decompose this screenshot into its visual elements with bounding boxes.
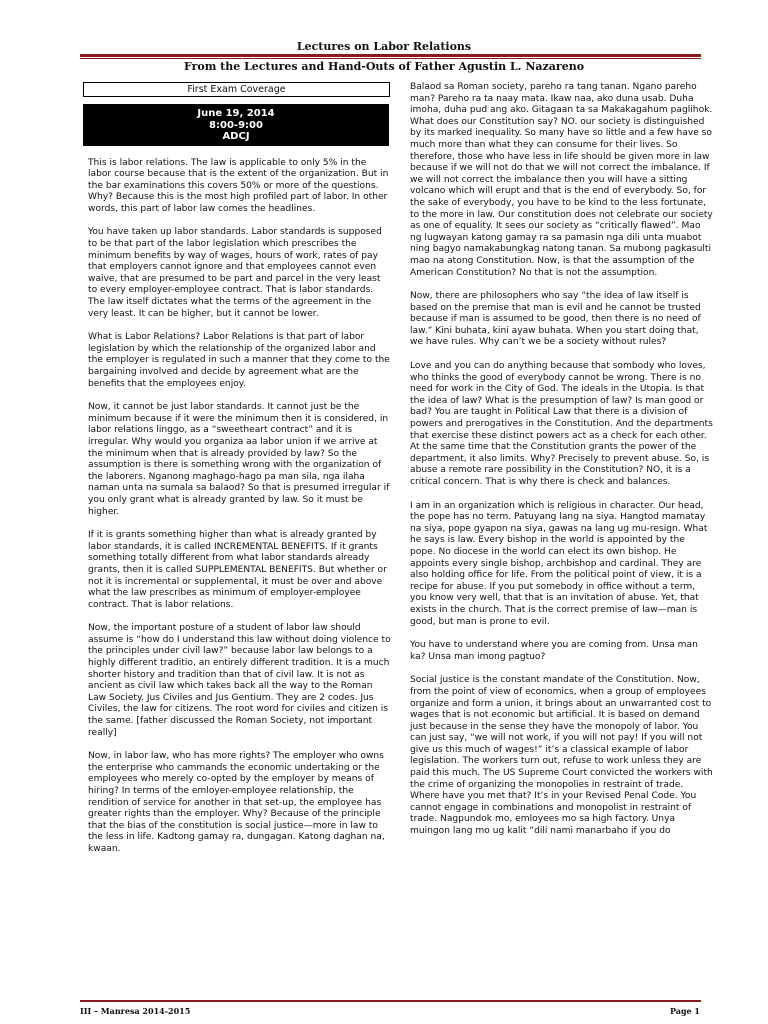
lecture-time: 8:00-9:00 xyxy=(209,119,263,131)
document-title: Lectures on Labor Relations xyxy=(296,40,472,53)
paragraph: Balaod sa Roman society, pareho ra tang tanan. Ngano pareho man? Pareho ra ta naay mata. Ikaw naa, ako duna usab. Duha imoha, duha pud ang ako. Gitagaan ta sa Makakagahum paglihok. What does our Constitution say? NO. our society is distinguished by its marked inequality. So many have so little and a few have so much more than what they can consume for their lives. So therefore, those who have less in life should be given more in law because if we will not do that we will not correct the imbalance. If we will not correct the imbalance then you will have a sitting volcano which will erupt and that is the end of everybody. So, for the sake of everybody, you have to be kind to the less fortunate, to the more in law. Our constitution does not celebrate our society as one of equality. It sees our society as “critically flawed”. Mao ng lugwayan katong gamay ra sa pamasin nga dili unta muabot ning bagyo namakabungkag natong tanan. Sa mubong pagkasulti mao na atong Constitution. Now, is that the assumption of the American Constitution? No that is not the assumption. xyxy=(410,82,713,278)
paragraph: If it is grants something higher than what is already granted by labor standards, it is called INCREMENTAL BENEFITS. If it grants something totally different from what labor standards already grants, then it is called SUPPLEMENTAL BENEFITS. But whether or not it is incremental or supplemental, it must be over and above what the law prescribes as minimum of employer-employee contract. That is labor relations. xyxy=(88,530,387,610)
paragraph: Now, the important posture of a student of labor law should assume is “how do I understand this law without doing violence to the principles under civil law?” because labor law belongs to a highly different traditio, an entirely different tradition. It is a much shorter history and tradition than that of civil law. It is not as ancient as civil law which takes back all the way to the Roman Law Society. Jus Civiles and Jus Gentium. They are 2 codes. Jus Civiles, the law for citizens. The root word for civiles and citizen is the same. [father discussed the Roman Society, not important really] xyxy=(88,623,391,738)
header-rule-thin xyxy=(80,58,701,59)
paragraph: Love and you can do anything because that sombody who loves, who thinks the good of everybody cannot be wrong. There is no need for work in the City of God. The ideals in the Utopia. Is that the idea of law? What is the presumption of law? Is man good or bad? You are taught in Political Law that there is a division of powers and prerogatives in the Constitution. And the departments that exercise these distinct powers act as a check for each other. At the same time that the Constitution grants the power of the department, it also limits. Why? Precisely to prevent abuse. So, is abuse a remote rare possibility in the Constitution? NO, it is a critical concern. That is why there is check and balances. xyxy=(410,361,713,487)
document-subtitle: From the Lectures and Hand-Outs of Father Agustin L. Nazareno xyxy=(183,60,585,73)
page-number: Page 1 xyxy=(669,1006,700,1016)
coverage-label: First Exam Coverage xyxy=(83,82,390,97)
paragraph: I am in an organization which is religious in character. Our head, the pope has no term. Patuyang lang na siya. Hangtod mamatay na siya, pope gyapon na siya, gawas na lang ug mu-resign. What he says is law. Every bishop in the world is appointed by the pope. No diocese in the world can elect its own bishop. He appoints every single bishop, archbishop and cardinal. They are also holding office for life. From the political point of view, it is a recipe for abuse. If you put somebody in office without a term, you know very well, that that is an invitation of abuse. Yet, that exists in the church. That is the correct premise of law—man is good, but man is prone to evil. xyxy=(410,500,708,627)
paragraph: You have to understand where you are coming from. Unsa man ka? Unsa man imong pagtuo? xyxy=(410,640,698,662)
right-column xyxy=(410,82,713,850)
footer-course-label: III – Manresa 2014-2015 xyxy=(80,1006,191,1016)
paragraph: Now, it cannot be just labor standards. It cannot just be the minimum because if it were the minimum then it is considered, in labor relations linggo, as a “sweetheart contract” and it is irregular. Why would you organiza aa labor union if we arrive at the minimum when that is already provided by law? So the assumption is there is something wrong with the organization of the laborers. Nganong maghago-hago pa man sila, nga ilaha naman unta na sumala sa balaod? So that is presumed irregular if you only grant what is already granted by law. So it must be higher. xyxy=(88,402,390,517)
lecture-date: June 19, 2014 xyxy=(197,108,275,119)
paragraph: Now, in labor law, who has more rights? The employer who owns the enterprise who cammands the economic undertaking or the employees who merely co-opted by the employer by means of hiring? In terms of the emloyer-employee relationship, the rendition of service for another in that set-up, the employee has greater rights than the employer. Why? Because of the principle that the bias of the constitution is social justice—more in law to the less in life. Kadtong gamay ra, dungagan. Katong daghan na, kwaan. xyxy=(88,751,385,854)
lecture-section: ADCJ xyxy=(222,131,250,142)
paragraph: This is labor relations. The law is applicable to only 5% in the labor course because that is the extent of the organization. But in the bar examinations this covers 50% or more of the questions. Why? Because this is the most high profiled part of labor. In other words, this part of labor law comes the headlines. xyxy=(88,157,389,214)
paragraph: What is Labor Relations? Labor Relations is that part of labor legislation by which the relationship of the organized labor and the employer is regulated in such a manner that they come to the bargaining involved and decide by agreement what are the benefits that the employees enjoy. xyxy=(88,332,390,389)
left-column xyxy=(88,82,391,868)
paragraph: Social justice is the constant mandate of the Constitution. Now, from the point of view of economics, when a group of employees organize and form a union, it brings about an unwarranted cost to wages that is not economic but artificial. It is based on demand just because in the sense they have the monopoly of labor. You can just say, “we will not work, if you will not pay! If you will not give us this much of wages!” it’s a classical example of labor legislation. The workers turn out, refuse to work unless they are paid this much. The US Supreme Court convicted the workers with the crime of organizing the monopolies in restraint of trade. Where have you met that? It’s in your Revised Penal Code. You cannot engage in combinations and monopolist in restraint of trade. Nagpundok mo, emloyees mo sa high factory. Unya muingon lang mo ug kalit “dili nami manarbaho if you do xyxy=(410,675,713,837)
footer-rule xyxy=(80,1000,701,1002)
paragraph: Now, there are philosophers who say “the idea of law itself is based on the premise that man is evil and he cannot be trusted because if man is assumed to be good, then there is no need of law.” Kini buhata, kini ayaw buhata. When you start doing that, we have rules. Why can’t we be a society without rules? xyxy=(410,291,701,348)
header-rule-thick xyxy=(80,54,701,57)
lecture-date-block xyxy=(83,104,389,146)
paragraph: You have taken up labor standards. Labor standards is supposed to be that part of the labor legislation which prescribes the minimum benefits by way of wages, hours of work, rates of pay that employers cannot ignore and that employees cannot even waive, that are presumed to be part and parcel in the very least to every employer-employee contract. That is labor standards. The law itself dictates what the terms of the agreement in the very least. It can be higher, but it cannot be lower. xyxy=(88,227,382,319)
